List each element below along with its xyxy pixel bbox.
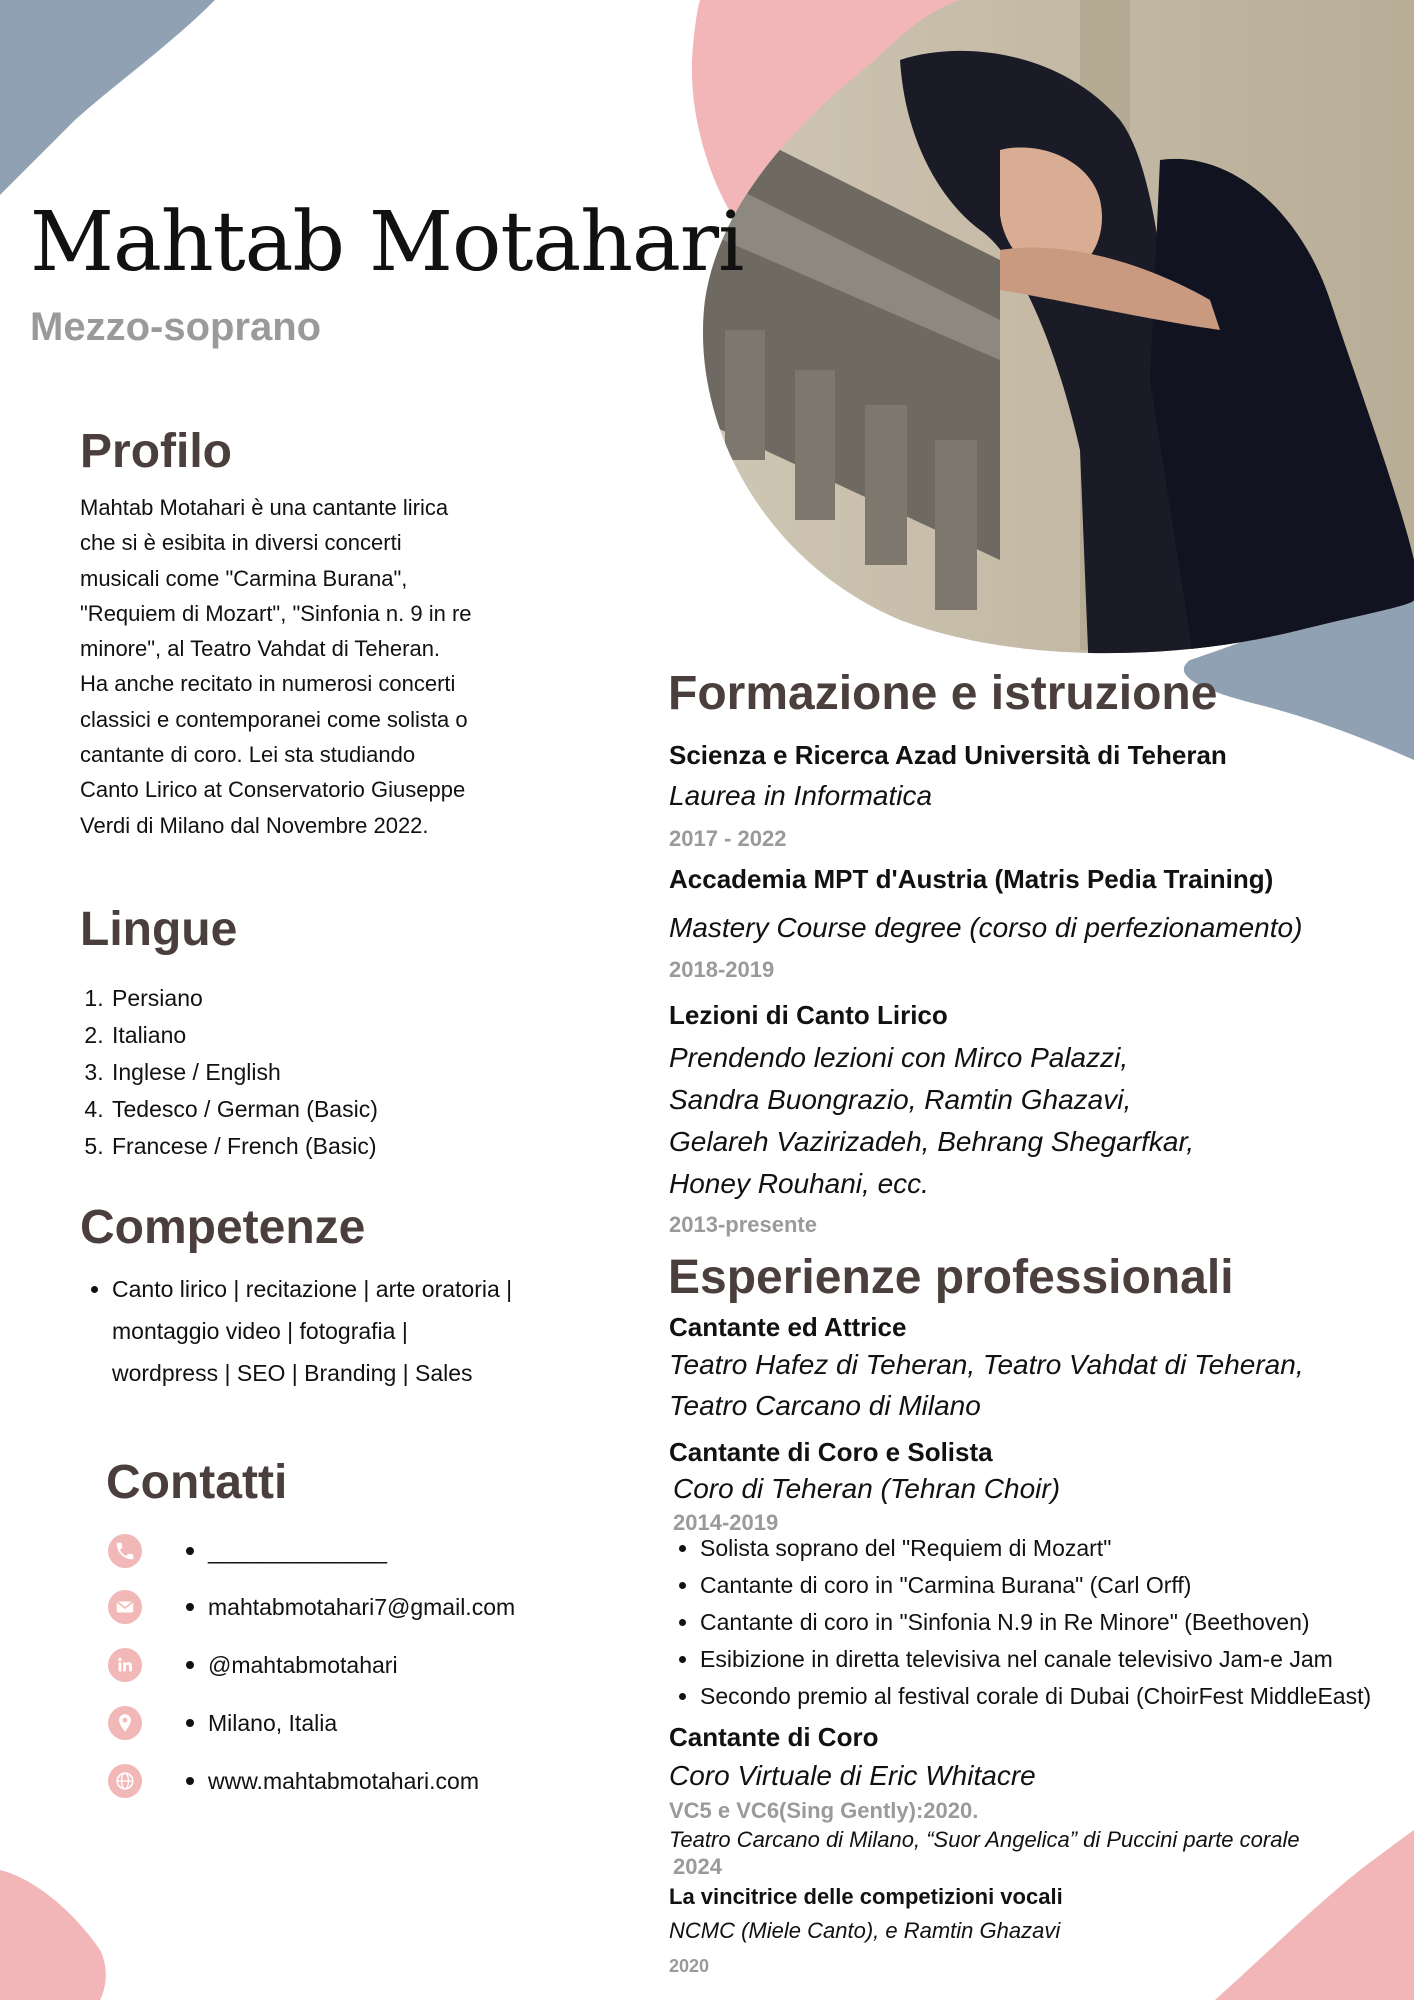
experience-role: Cantante di Coro e Solista [669, 1437, 993, 1467]
skills-line: Canto lirico | recitazione | arte oratoria | [112, 1276, 513, 1302]
performance-item: • Cantante di coro in "Sinfonia N.9 in Re Minore" (Beethoven) [700, 1604, 1371, 1641]
experience-heading: Esperienze professionali [668, 1251, 1234, 1304]
contact-website[interactable]: www.mahtabmotahari.com [208, 1767, 479, 1794]
experience-place: Coro di Teheran (Tehran Choir) [673, 1473, 1061, 1504]
experience-detail: VC5 e VC6(Sing Gently):2020. [669, 1798, 979, 1823]
performance-item: • Secondo premio al festival corale di Dubai (ChoirFest MiddleEast) [700, 1678, 1371, 1715]
education-degree: Laurea in Informatica [669, 780, 933, 811]
contact-linkedin-row [108, 1645, 398, 1685]
contact-phone: ______________ [208, 1537, 388, 1564]
location-icon [108, 1706, 142, 1740]
profile-line: "Requiem di Mozart", "Sinfonia n. 9 in re [80, 600, 472, 626]
experience-carcano: Teatro Carcano di Milano, “Suor Angelica” di Puccini parte corale [669, 1827, 1300, 1852]
experience-role: Cantante ed Attrice [669, 1312, 907, 1342]
profile-line: musicali come "Carmina Burana", [80, 565, 408, 591]
skills-list [80, 1268, 582, 1394]
language-item: 5. Francese / French (Basic) [110, 1128, 378, 1165]
contact-email-row [108, 1587, 515, 1627]
education-school: Accademia MPT d'Austria (Matris Pedia Training) [669, 864, 1274, 894]
education-years: 2017 - 2022 [669, 826, 787, 851]
languages-heading: Lingue [80, 903, 238, 956]
language-item: 4. Tedesco / German (Basic) [110, 1091, 378, 1128]
bullet [186, 1777, 194, 1785]
bullet [186, 1661, 194, 1669]
performances-list [668, 1530, 1371, 1715]
education-school: Scienza e Ricerca Azad Università di Teheran [669, 740, 1227, 770]
bullet [186, 1719, 194, 1727]
skills-item [112, 1268, 582, 1394]
skills-line: montaggio video | fotografia | [112, 1318, 408, 1344]
education-heading: Formazione e istruzione [668, 667, 1218, 720]
profile-line: Mahtab Motahari è una cantante lirica [80, 495, 449, 520]
education-degree: Mastery Course degree (corso di perfezionamento) [669, 912, 1303, 943]
award-title: La vincitrice delle competizioni vocali [669, 1884, 1063, 1909]
performance-item: • Esibizione in diretta televisiva nel canale televisivo Jam-e Jam [700, 1641, 1371, 1678]
education-degree-line: Prendendo lezioni con Mirco Palazzi, [669, 1042, 1129, 1073]
linkedin-icon [108, 1648, 142, 1682]
bullet [186, 1603, 194, 1611]
education-school: Lezioni di Canto Lirico [669, 1000, 948, 1030]
profile-line: Verdi di Milano dal Novembre 2022. [80, 812, 429, 838]
contact-website-row [108, 1761, 479, 1801]
experience-carcano-year: 2024 [673, 1854, 722, 1879]
experience-years: 2014-2019 [673, 1510, 779, 1535]
languages-list [80, 980, 378, 1165]
experience-role: Cantante di Coro [669, 1722, 879, 1752]
profile-text [80, 490, 520, 843]
experience-place: Coro Virtuale di Eric Whitacre [669, 1760, 1036, 1791]
language-item: 3. Inglese / English [110, 1054, 378, 1091]
profile-line: classici e contemporanei come solista o [80, 706, 468, 732]
performance-item: • Cantante di coro in "Carmina Burana" (Carl Orff) [700, 1567, 1371, 1604]
contact-location: Milano, Italia [208, 1709, 338, 1736]
skills-line: wordpress | SEO | Branding | Sales [112, 1360, 473, 1386]
contact-email[interactable]: mahtabmotahari7@gmail.com [208, 1593, 516, 1620]
skills-heading: Competenze [80, 1201, 366, 1254]
bottom-right-pink-blob [1215, 1830, 1414, 2000]
bullet [186, 1547, 194, 1555]
experience-place-line: Teatro Hafez di Teheran, Teatro Vahdat di Teheran, [669, 1349, 1304, 1380]
education-degree-line: Honey Rouhani, ecc. [669, 1168, 929, 1199]
education-years: 2018-2019 [669, 957, 775, 982]
email-icon [108, 1590, 142, 1624]
contact-location-row [108, 1703, 337, 1743]
globe-icon [108, 1764, 142, 1798]
performance-item: • Solista soprano del "Requiem di Mozart" [700, 1530, 1371, 1567]
education-degree-line: Gelareh Vazirizadeh, Behrang Shegarfkar, [669, 1126, 1195, 1157]
language-item: 1. Persiano [110, 980, 378, 1017]
bottom-left-pink-blob [0, 1870, 106, 2000]
profile-line: che si è esibita in diversi concerti [80, 530, 402, 556]
phone-icon [108, 1534, 142, 1568]
candidate-name: Mahtab Motahari [30, 195, 744, 290]
candidate-role: Mezzo-soprano [30, 305, 322, 349]
language-item: 2. Italiano [110, 1017, 378, 1054]
education-years: 2013-presente [669, 1212, 817, 1237]
contact-linkedin[interactable]: @mahtabmotahari [208, 1651, 398, 1678]
education-degree-line: Sandra Buongrazio, Ramtin Ghazavi, [669, 1084, 1132, 1115]
contact-phone-row [108, 1531, 387, 1571]
top-left-blue-blob [0, 0, 215, 195]
award-detail: NCMC (Miele Canto), e Ramtin Ghazavi [669, 1918, 1061, 1943]
profile-line: Ha anche recitato in numerosi concerti [80, 671, 456, 697]
contacts-heading: Contatti [106, 1456, 288, 1509]
profile-line: Canto Lirico at Conservatorio Giuseppe [80, 777, 466, 803]
profile-line: minore", al Teatro Vahdat di Teheran. [80, 636, 441, 662]
experience-place-line: Teatro Carcano di Milano [669, 1390, 981, 1421]
award-year: 2020 [669, 1956, 710, 1976]
profile-line: cantante di coro. Lei sta studiando [80, 742, 416, 768]
profile-heading: Profilo [80, 425, 232, 478]
